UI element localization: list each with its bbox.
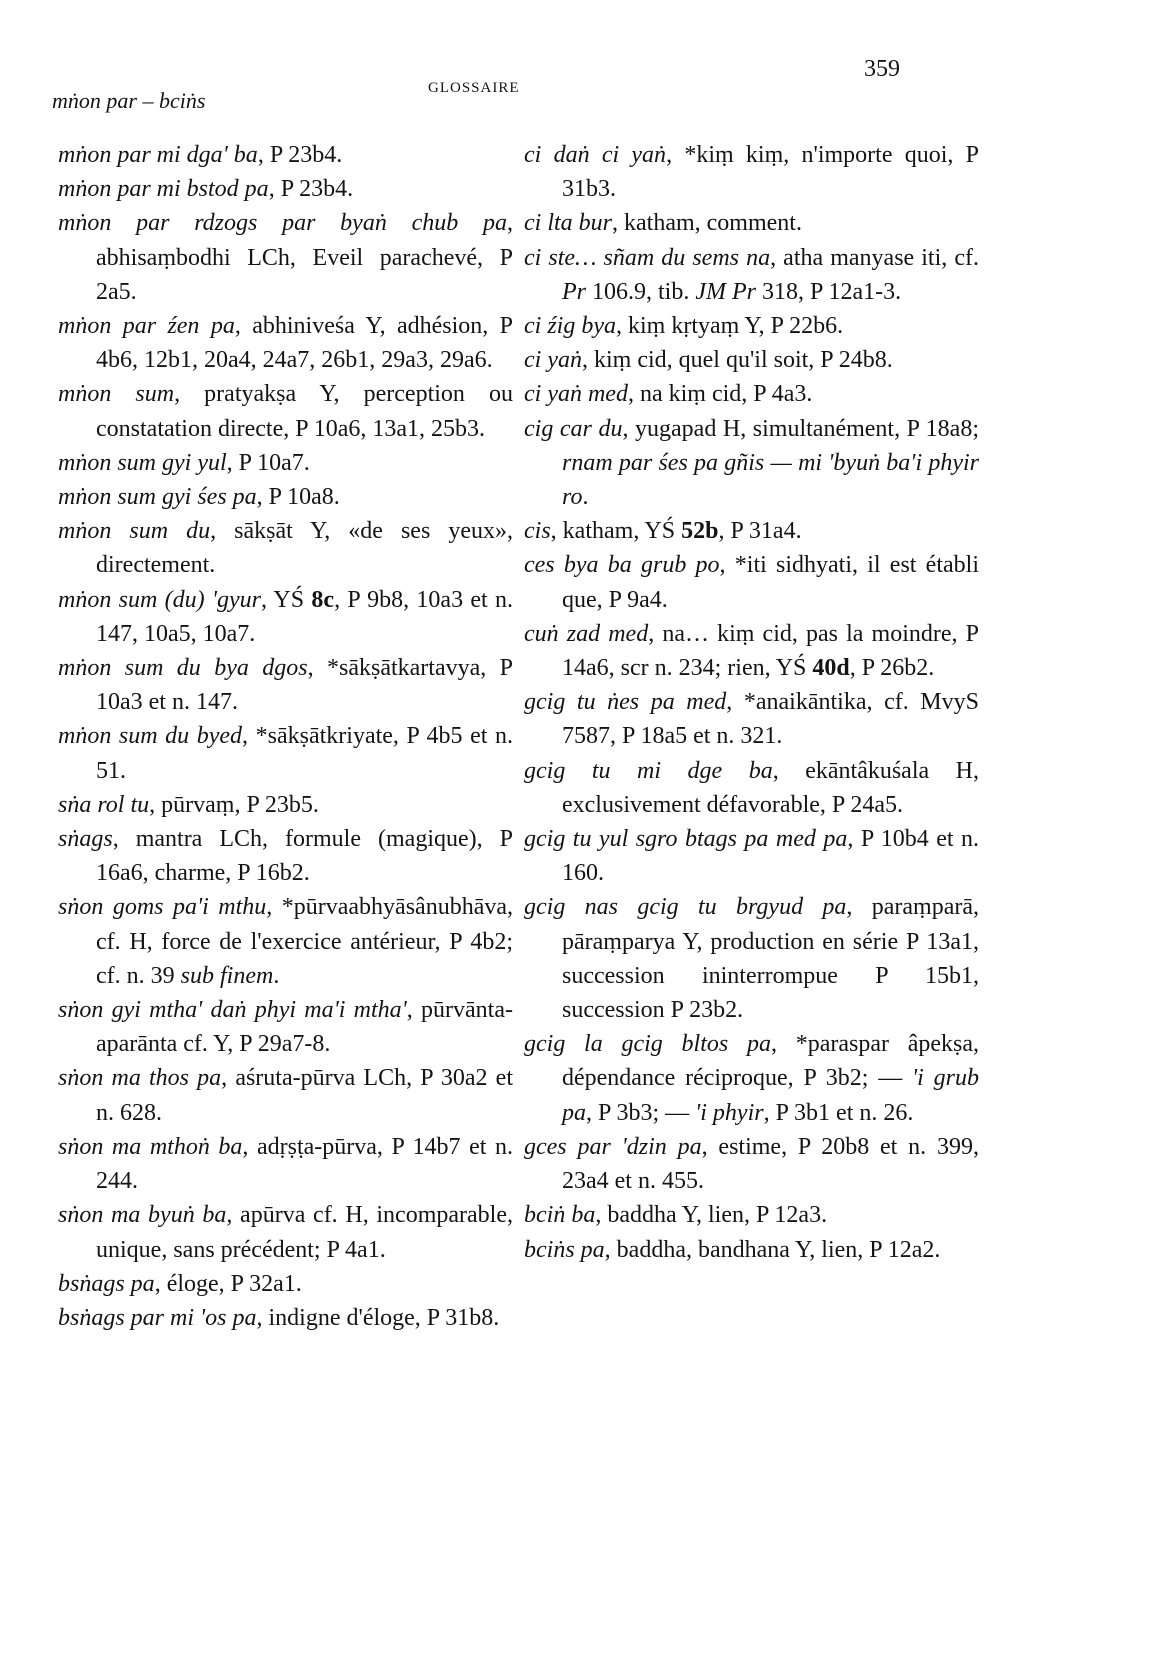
entry-text: , indigne d'éloge, P 31b8. <box>256 1304 500 1331</box>
glossary-entry <box>524 241 979 309</box>
entry-term: ci ste… sñam du sems na <box>524 244 771 271</box>
entry-term: ci źig bya <box>524 313 616 340</box>
glossary-entry <box>524 822 979 890</box>
entry-text: , kiṃ cid, quel qu'il soit, P 24b8. <box>581 347 893 374</box>
entry-term: mṅon sum gyi śes pa <box>58 484 257 511</box>
glossary-entry <box>58 1130 513 1198</box>
entry-text: , baddha Y, lien, P 12a3. <box>595 1202 828 1229</box>
entry-text: , *kiṃ kiṃ, n'importe quoi, P 31b3. <box>562 142 979 203</box>
entry-term: mṅon sum gyi yul <box>58 449 227 476</box>
glossary-entry <box>524 685 979 753</box>
glossary-entry <box>58 446 513 480</box>
glossary-entry <box>58 480 513 514</box>
entry-term: mṅon sum (du) 'gyur <box>58 586 262 613</box>
entry-term: mṅon sum du bya dgos <box>58 655 308 682</box>
glossary-entry <box>524 1198 979 1232</box>
glossary-entry <box>58 583 513 651</box>
entry-term: sṅon ma mthoṅ ba <box>58 1133 243 1160</box>
entry-text: , abhiniveśa Y, adhésion, P 4b6, 12b1, 20a4, 24a7, 26b1, 29a3, 29a6. <box>96 313 514 374</box>
glossary-entry <box>524 206 979 240</box>
entry-text: , P 9b8, 10a3 et n. 147, 10a5, 10a7. <box>96 586 513 647</box>
entry-text: , YŚ <box>261 586 312 613</box>
glossary-entry <box>524 1233 979 1267</box>
entry-term: sṅon ma thos pa <box>58 1065 222 1092</box>
entry-italic: 'i grub pa <box>562 1065 979 1126</box>
entry-text: , P 3b3; — <box>586 1099 696 1126</box>
entry-term: cis <box>524 518 551 545</box>
entry-term: mṅon par mi dga' ba <box>58 142 258 168</box>
entry-term: bciṅs pa <box>524 1236 605 1263</box>
glossary-entry <box>524 754 979 822</box>
entry-text: , yugapad H, simultanément, P 18a8; <box>622 415 980 442</box>
glossary-column-left <box>58 138 513 1335</box>
entry-text: , na… kiṃ cid, pas la moindre, P 14a6, scr n. 234; rien, YŚ <box>562 620 979 682</box>
entry-bold-ref: 52b <box>681 518 719 545</box>
entry-italic: sub finem <box>180 962 274 989</box>
glossary-entry <box>524 412 979 515</box>
glossary-entry <box>58 206 513 309</box>
entry-text: , apūrva cf. H, incomparable, unique, sans précédent; P 4a1. <box>96 1202 513 1263</box>
entry-term: sṅon goms pa'i mthu <box>58 894 267 921</box>
entry-text: , pratyakṣa Y, perception ou constatation directe, P 10a6, 13a1, 25b3. <box>96 381 513 442</box>
entry-term: mṅon sum <box>58 381 175 408</box>
glossary-entry <box>524 309 979 343</box>
entry-text: , pūrvānta-aparānta cf. Y, P 29a7-8. <box>96 997 513 1058</box>
entry-text: , atha manyase iti, cf. <box>770 244 979 271</box>
entry-text: , *pūrvaabhyāsânubhāva, cf. H, force de l'exercice antérieur, P 4b2; cf. n. 39 <box>96 894 513 989</box>
entry-text: , na kiṃ cid, P 4a3. <box>627 381 813 408</box>
glossary-entry <box>524 343 979 377</box>
entry-bold-ref: 40d <box>812 655 850 682</box>
entry-term: gces par 'dzin pa <box>524 1133 702 1160</box>
glossary-column-right <box>524 138 979 1267</box>
entry-term: mṅon par mi bstod pa <box>58 176 269 203</box>
entry-term: gcig la gcig bltos pa <box>524 1031 771 1058</box>
glossary-entry <box>58 1061 513 1129</box>
glossary-entry <box>524 377 979 411</box>
glossary-entry <box>58 309 513 377</box>
entry-text: , kiṃ kṛtyaṃ Y, P 22b6. <box>615 313 844 340</box>
entry-bold-ref: 8c <box>311 586 335 613</box>
entry-term: mṅon sum du <box>58 518 211 545</box>
section-title: GLOSSAIRE <box>428 80 520 96</box>
glossary-entry <box>524 890 979 1027</box>
entry-text: , *iti sidhyati, il est établi que, P 9a4. <box>562 552 979 613</box>
entry-term: gcig tu ṅes pa med <box>524 689 727 716</box>
entry-text: 318, P 12a1-3. <box>756 278 902 305</box>
entry-italic: JM Pr <box>695 278 756 305</box>
entry-text: , ekāntâkuśala H, exclusivement défavorable, P 24a5. <box>562 757 979 818</box>
entry-text: , P 23b4. <box>257 142 343 168</box>
entry-term: gcig tu mi dge ba <box>524 757 773 784</box>
entry-text: , paraṃparā, pāraṃparya Y, production en série P 13a1, succession ininterrompue P 15b1, succession P 23b2. <box>562 894 979 1024</box>
glossary-entry <box>58 1198 513 1266</box>
entry-text: , sākṣāt Y, «de ses yeux», directement. <box>96 518 513 579</box>
entry-text: , *sākṣātkartavya, P 10a3 et n. 147. <box>96 655 514 716</box>
entry-text: , katham, YŚ <box>550 518 682 545</box>
entry-text: , mantra LCh, formule (magique), P 16a6, charme, P 16b2. <box>96 826 513 887</box>
entry-italic: rnam par śes pa gñis — mi 'byuṅ ba'i phyir ro <box>562 449 979 511</box>
entry-term: sṅon gyi mtha' daṅ phyi ma'i mtha' <box>58 997 407 1024</box>
entry-text: , éloge, P 32a1. <box>154 1270 302 1297</box>
glossary-entry <box>58 514 513 582</box>
entry-term: bsṅags par mi 'os pa <box>58 1304 257 1331</box>
glossary-entry <box>58 377 513 445</box>
entry-text: , P 10b4 et n. 160. <box>562 826 980 887</box>
entry-text: , P 23b4. <box>268 176 354 203</box>
entry-text: , *sākṣātkriyate, P 4b5 et n. 51. <box>96 723 513 784</box>
entry-text: , *paraspar âpekṣa, dépendance réciproque, P 3b2; — <box>562 1031 980 1092</box>
entry-term: bciṅ ba <box>524 1202 596 1229</box>
entry-term: cuṅ zad med <box>524 620 649 647</box>
glossary-entry <box>58 890 513 993</box>
entry-text: , estime, P 20b8 et n. 399, 23a4 et n. 455. <box>562 1133 979 1195</box>
entry-term: cig car du <box>524 415 623 442</box>
glossary-entry <box>58 719 513 787</box>
entry-term: gcig tu yul sgro btags pa med pa <box>524 826 848 853</box>
entry-text: , P 3b1 et n. 26. <box>763 1099 914 1126</box>
entry-term: mṅon par rdzogs par byaṅ chub pa <box>58 210 507 237</box>
glossary-entry <box>58 172 513 206</box>
glossary-entry <box>58 993 513 1061</box>
entry-term: bsṅags pa <box>58 1270 155 1297</box>
entry-text: , *anaikāntika, cf. MvyS 7587, P 18a5 et n. 321. <box>562 689 979 750</box>
entry-term: ci lta bur <box>524 210 612 237</box>
entry-term: ci daṅ ci yaṅ <box>524 142 667 168</box>
entry-text: . <box>273 962 280 989</box>
entry-text: , pūrvaṃ, P 23b5. <box>149 791 319 818</box>
entry-term: sṅon ma byuṅ ba <box>58 1202 227 1229</box>
entry-italic: Pr <box>562 278 586 305</box>
glossary-entry <box>524 548 979 616</box>
entry-text: , P 31a4. <box>718 518 802 545</box>
entry-term: mṅon par źen pa <box>58 313 235 340</box>
entry-text: , P 10a8. <box>256 484 340 511</box>
entry-text: , baddha, bandhana Y, lien, P 12a2. <box>604 1236 941 1263</box>
entry-text: , adṛṣṭa-pūrva, P 14b7 et n. 244. <box>96 1133 514 1195</box>
entry-text: , katham, comment. <box>612 210 802 237</box>
entry-term: ci yaṅ med <box>524 381 628 408</box>
glossary-entry <box>58 651 513 719</box>
glossary-entry <box>524 138 979 206</box>
entry-term: mṅon sum du byed <box>58 723 243 750</box>
entry-text: . <box>582 484 589 511</box>
glossary-entry <box>524 514 979 548</box>
page-number: 359 <box>864 56 900 82</box>
glossary-entry <box>58 1301 513 1335</box>
entry-term: ci yaṅ <box>524 347 582 374</box>
glossary-entry <box>58 822 513 890</box>
entry-text: , aśruta-pūrva LCh, P 30a2 et n. 628. <box>96 1065 513 1126</box>
entry-text: , P 10a7. <box>226 449 310 476</box>
glossary-entry <box>524 1027 979 1130</box>
entry-term: sṅags <box>58 826 113 853</box>
entry-term: ces bya ba grub po <box>524 552 720 579</box>
glossary-entry <box>58 1267 513 1301</box>
entry-term: sṅa rol tu <box>58 791 150 818</box>
entry-term: gcig nas gcig tu brgyud pa <box>524 894 847 921</box>
glossary-entry <box>524 1130 979 1198</box>
entry-text: 106.9, tib. <box>586 278 696 305</box>
running-head: mṅon par – bciṅs <box>52 88 206 113</box>
glossary-entry <box>58 788 513 822</box>
entry-text: , abhisaṃbodhi LCh, Eveil parachevé, P 2a5. <box>96 210 513 305</box>
glossary-entry <box>524 617 979 685</box>
glossary-entry <box>58 138 513 172</box>
entry-italic: 'i phyir <box>695 1099 764 1126</box>
entry-text: , P 26b2. <box>849 655 935 682</box>
